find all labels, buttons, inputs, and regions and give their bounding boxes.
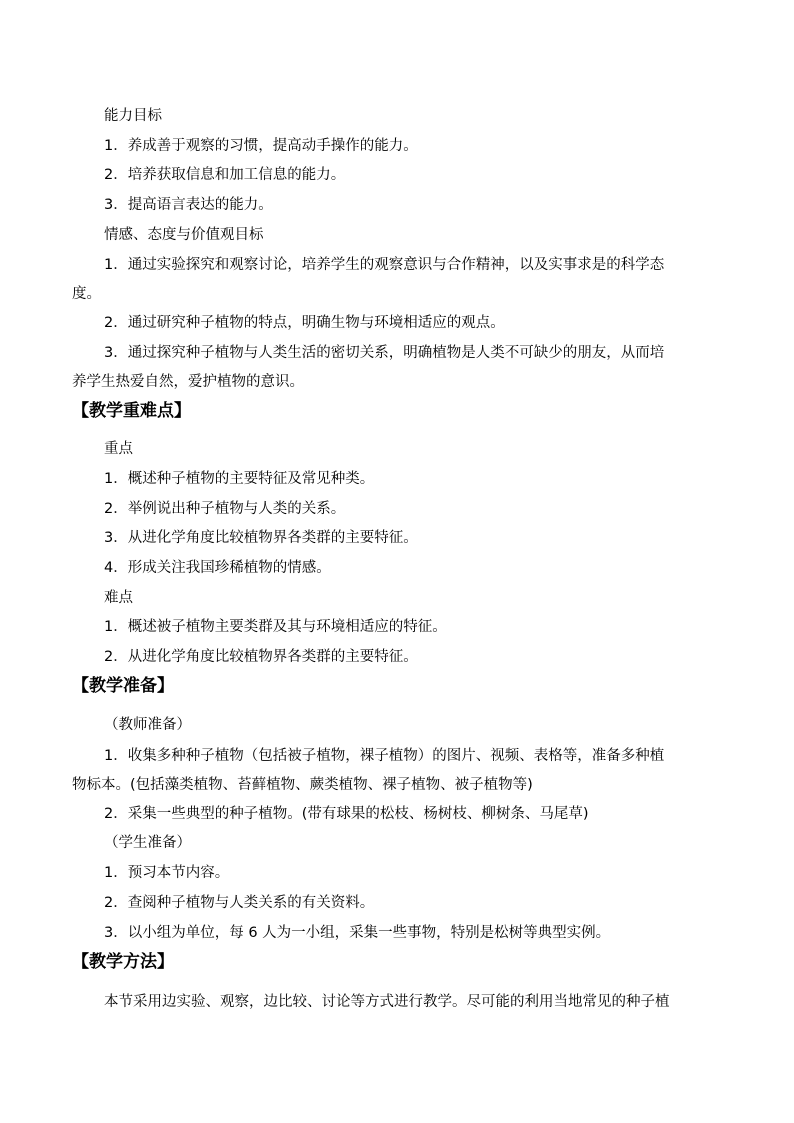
teacher-prep-item-line: 1．收集多种种子植物（包括被子植物，裸子植物）的图片、视频、表格等，准备多种植 <box>104 748 665 764</box>
key-points-title: 重点 <box>104 441 133 457</box>
teacher-prep-title: （教师准备） <box>104 717 191 733</box>
emotion-goal-item-line: 3．通过探究种子植物与人类生活的密切关系，明确植物是人类不可缺少的朋友，从而培 <box>104 345 665 361</box>
ability-goal-item: 1．养成善于观察的习惯，提高动手操作的能力。 <box>104 138 418 154</box>
difficult-point-item: 2．从进化学角度比较植物界各类群的主要特征。 <box>104 649 418 665</box>
student-prep-title: （学生准备） <box>104 835 191 851</box>
emotion-goal-item: 2．通过研究种子植物的特点，明确生物与环境相适应的观点。 <box>104 315 505 331</box>
teacher-prep-item: 2．采集一些典型的种子植物。(带有球果的松枝、杨树枝、柳树条、马尾草) <box>104 806 589 822</box>
student-prep-item: 2．查阅种子植物与人类关系的有关资料。 <box>104 895 375 911</box>
emotion-goal-item-line: 度。 <box>72 286 101 302</box>
key-point-item: 3．从进化学角度比较植物界各类群的主要特征。 <box>104 530 418 546</box>
emotion-goal-item-line: 1．通过实验探究和观察讨论，培养学生的观察意识与合作精神，以及实事求是的科学态 <box>104 257 665 273</box>
student-prep-item: 3．以小组为单位，每 6 人为一小组，采集一些事物，特别是松树等典型实例。 <box>104 925 611 941</box>
method-text-line: 本节采用边实验、观察，边比较、讨论等方式进行教学。尽可能的利用当地常见的种子植 <box>104 994 670 1010</box>
emotion-goal-item-line: 养学生热爱自然，爱护植物的意识。 <box>72 374 304 390</box>
difficult-point-item: 1．概述被子植物主要类群及其与环境相适应的特征。 <box>104 619 447 635</box>
preparation-heading: 【教学准备】 <box>72 676 174 696</box>
method-heading: 【教学方法】 <box>72 952 174 972</box>
ability-goal-item: 2．培养获取信息和加工信息的能力。 <box>104 167 346 183</box>
key-point-item: 1．概述种子植物的主要特征及常见种类。 <box>104 471 375 487</box>
ability-goals-title: 能力目标 <box>104 108 162 124</box>
teacher-prep-item-line: 物标本。(包括藻类植物、苔藓植物、蕨类植物、裸子植物、被子植物等) <box>72 777 533 793</box>
emotion-goals-title: 情感、态度与价值观目标 <box>104 227 264 243</box>
key-difficult-heading: 【教学重难点】 <box>72 401 191 421</box>
key-point-item: 4．形成关注我国珍稀植物的情感。 <box>104 560 331 576</box>
key-point-item: 2．举例说出种子植物与人类的关系。 <box>104 501 346 517</box>
ability-goal-item: 3．提高语言表达的能力。 <box>104 197 273 213</box>
student-prep-item: 1．预习本节内容。 <box>104 865 230 881</box>
difficult-points-title: 难点 <box>104 590 133 606</box>
